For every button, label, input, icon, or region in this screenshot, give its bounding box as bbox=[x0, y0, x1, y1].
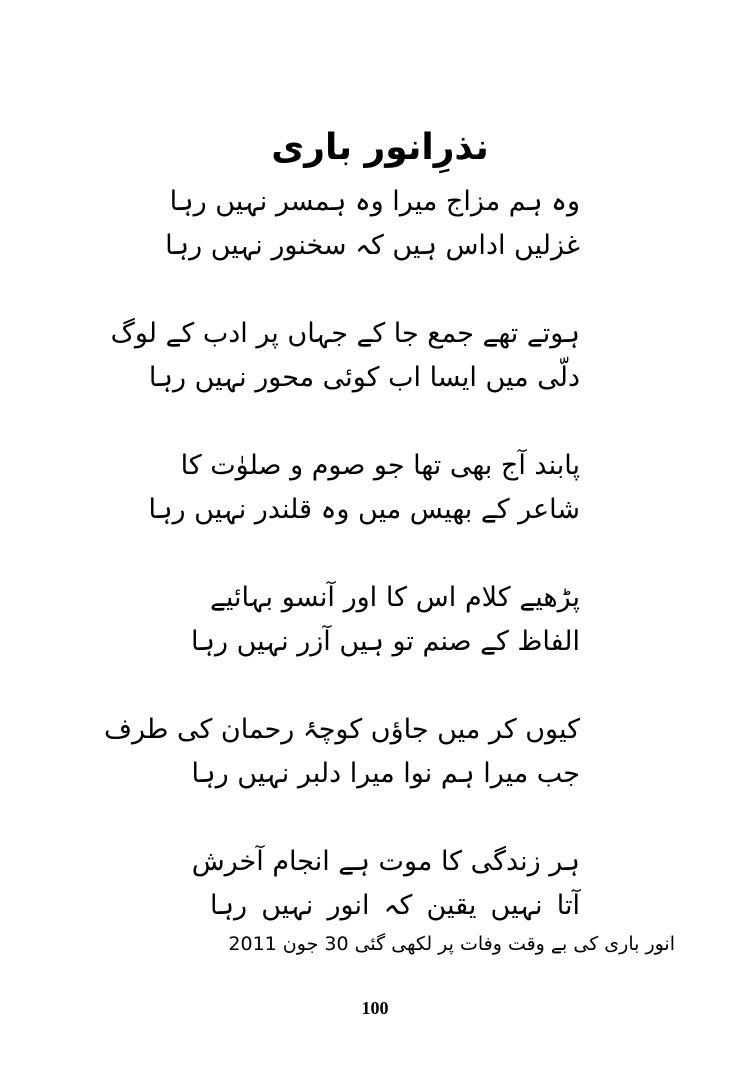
stanza-6 bbox=[191, 840, 580, 928]
verse-line: شاعر کے بھیس میں وہ قلندر نہیں رہا bbox=[148, 494, 580, 525]
verse-line: پابند آج بھی تھا جو صوم و صلوٰت کا bbox=[180, 450, 580, 481]
verse-line: کیوں کر میں جاؤں کوچۂ رحمان کی طرف bbox=[104, 714, 580, 745]
verse-line: ہوتے تھے جمع جا کے جہاں پر ادب کے لوگ bbox=[110, 318, 580, 349]
verse-line: وہ ہم مزاج میرا وہ ہمسر نہیں رہا bbox=[169, 186, 580, 217]
verse-line: الفاظ کے صنم تو ہیں آزر نہیں رہا bbox=[190, 626, 580, 657]
verse-line: جب میرا ہم نوا میرا دلبر نہیں رہا bbox=[191, 758, 580, 789]
poem-title: نذرِانور باری bbox=[271, 127, 489, 168]
verse-line: غزلیں اداس ہیں کہ سخنور نہیں رہا bbox=[165, 230, 580, 261]
page-number: 100 bbox=[361, 998, 389, 1018]
verse-line: آتا نہیں یقین کہ انور نہیں رہا bbox=[210, 890, 580, 921]
dedication-note: انور باری کی بے وقت وفات پر لکھی گئی 30 جون 2011 bbox=[228, 933, 675, 955]
stanza-5 bbox=[104, 708, 580, 796]
verse-line: ہر زندگی کا موت ہے انجام آخرش bbox=[191, 846, 580, 877]
stanza-4 bbox=[190, 576, 580, 664]
stanza-2 bbox=[110, 312, 580, 400]
stanza-1 bbox=[165, 180, 580, 268]
verse-line: دلّی میں ایسا اب کوئی محور نہیں رہا bbox=[148, 362, 580, 393]
stanza-3 bbox=[148, 444, 580, 532]
verse-line: پڑھیے کلام اس کا اور آنسو بہائیے bbox=[210, 582, 580, 613]
